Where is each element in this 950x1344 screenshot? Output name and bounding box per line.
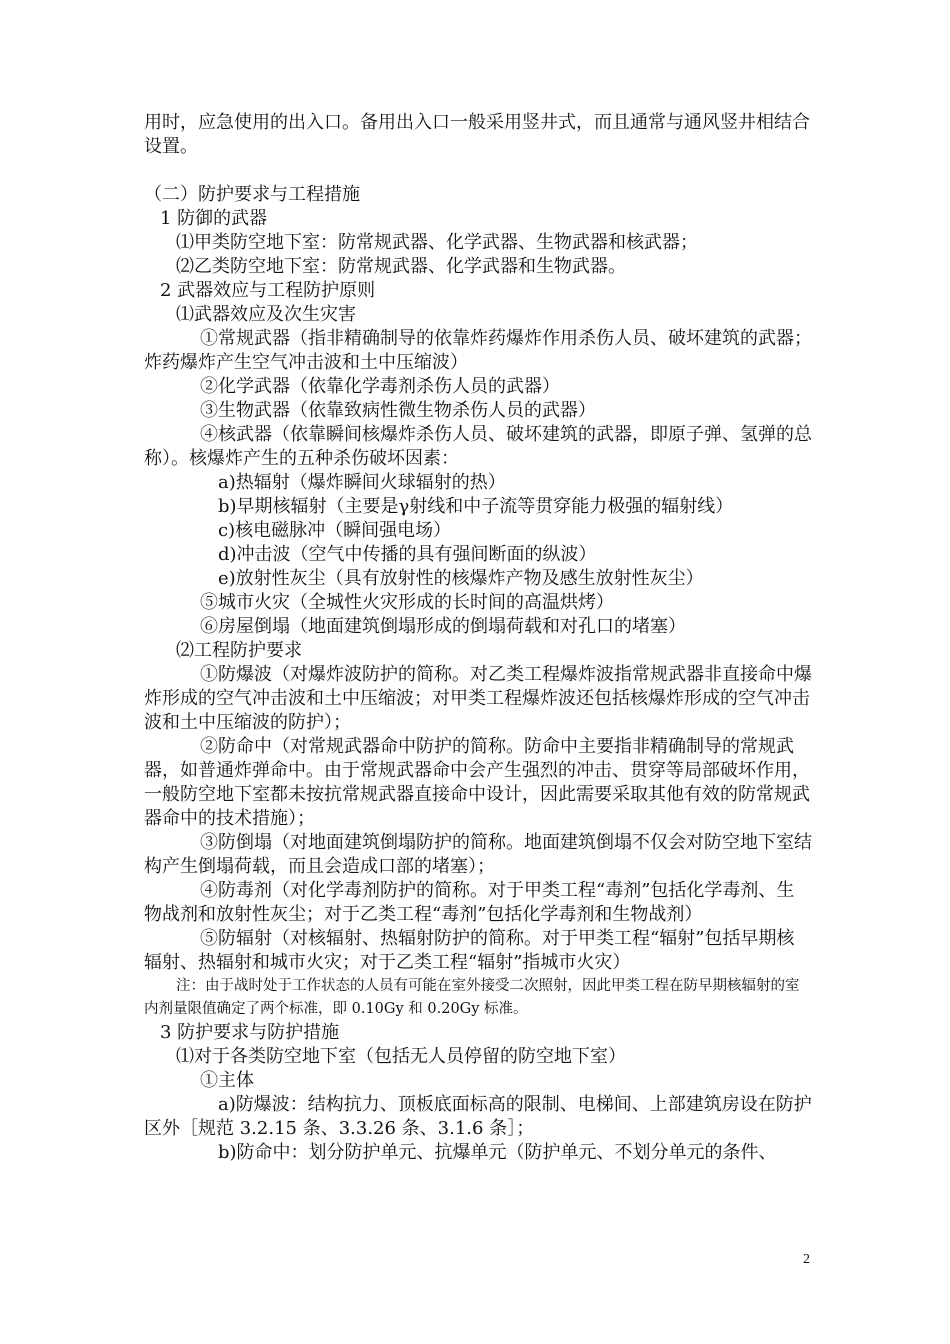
paragraph: ⑤防辐射（对核辐射、热辐射防护的简称。对于甲类工程“辐射”包括早期核辐射、热辐射和城市火灾；对于乙类工程“辐射”指城市火灾） [144, 928, 795, 973]
list-item: ⑥房屋倒塌（地面建筑倒塌形成的倒塌荷载和对孔口的堵塞） [200, 616, 686, 637]
list-item: b)早期核辐射（主要是γ射线和中子流等贯穿能力极强的辐射线） [218, 496, 734, 517]
list-item: ⑵乙类防空地下室：防常规武器、化学武器和生物武器。 [176, 256, 626, 277]
list-item: ⑤城市火灾（全城性火灾形成的长时间的高温烘烤） [200, 592, 614, 613]
subheading-weapons: 1 防御的武器 [160, 208, 268, 229]
list-item: e)放射性灰尘（具有放射性的核爆炸产物及感生放射性灰尘） [218, 568, 704, 589]
paragraph: ③防倒塌（对地面建筑倒塌防护的简称。地面建筑倒塌不仅会对防空地下室结构产生倒塌荷载，而且会造成口部的堵塞）； [144, 832, 812, 877]
paragraph: ①常规武器（指非精确制导的依靠炸药爆炸作用杀伤人员、破坏建筑的武器；炸药爆炸产生空气冲击波和土中压缩波） [144, 328, 812, 373]
list-item: d)冲击波（空气中传播的具有强间断面的纵波） [218, 544, 597, 565]
paragraph-entrance-end: 用时，应急使用的出入口。备用出入口一般采用竖井式，而且通常与通风竖井相结合设置。 [144, 112, 810, 157]
list-item: ③生物武器（依靠致病性微生物杀伤人员的武器） [200, 400, 596, 421]
list-item: a)热辐射（爆炸瞬间火球辐射的热） [218, 472, 506, 493]
list-item: c)核电磁脉冲（瞬间强电场） [218, 520, 452, 541]
section-heading: （二）防护要求与工程措施 [144, 184, 360, 205]
note: 注：由于战时处于工作状态的人员有可能在室外接受二次照射，因此甲类工程在防早期核辐射的室内剂量限值确定了两个标准，即 0.10Gy 和 0.20Gy 标准。 [144, 978, 800, 1017]
paragraph: ④核武器（依靠瞬间核爆炸杀伤人员、破坏建筑的武器，即原子弹、氢弹的总称）。核爆炸产生的五种杀伤破坏因素： [144, 424, 812, 469]
subheading-effects: 2 武器效应与工程防护原则 [160, 280, 376, 301]
list-item: ⑴对于各类防空地下室（包括无人员停留的防空地下室） [176, 1046, 626, 1067]
list-item: ⑵工程防护要求 [176, 640, 302, 661]
paragraph: ②防命中（对常规武器命中防护的简称。防命中主要指非精确制导的常规武器，如普通炸弹命中。由于常规武器命中会产生强烈的冲击、贯穿等局部破坏作用，一般防空地下室都未按抗常规武器直接命中设计，因此需要采取其他有效的防常规武器命中的技术措施）； [144, 736, 810, 829]
paragraph: ①防爆波（对爆炸波防护的简称。对乙类工程爆炸波指常规武器非直接命中爆炸形成的空气冲击波和土中压缩波；对甲类工程爆炸波还包括核爆炸形成的空气冲击波和土中压缩波的防护）； [144, 664, 812, 733]
paragraph: a)防爆波：结构抗力、顶板底面标高的限制、电梯间、上部建筑房设在防护区外［规范 3.2.15 条、3.3.26 条、3.1.6 条］； [144, 1094, 812, 1139]
document-body [144, 111, 812, 1165]
paragraph: b)防命中：划分防护单元、抗爆单元（防护单元、不划分单元的条件、 [218, 1142, 777, 1163]
page-number: 2 [803, 1252, 810, 1267]
subheading-protection: 3 防护要求与防护措施 [160, 1022, 340, 1043]
list-item: ⑴甲类防空地下室：防常规武器、化学武器、生物武器和核武器； [176, 232, 698, 253]
blank-line [144, 159, 812, 183]
paragraph: ④防毒剂（对化学毒剂防护的简称。对于甲类工程“毒剂”包括化学毒剂、生物战剂和放射性灰尘；对于乙类工程“毒剂”包括化学毒剂和生物战剂） [144, 880, 795, 925]
list-item: ①主体 [200, 1070, 254, 1091]
list-item: ⑴武器效应及次生灾害 [176, 304, 356, 325]
list-item: ②化学武器（依靠化学毒剂杀伤人员的武器） [200, 376, 560, 397]
